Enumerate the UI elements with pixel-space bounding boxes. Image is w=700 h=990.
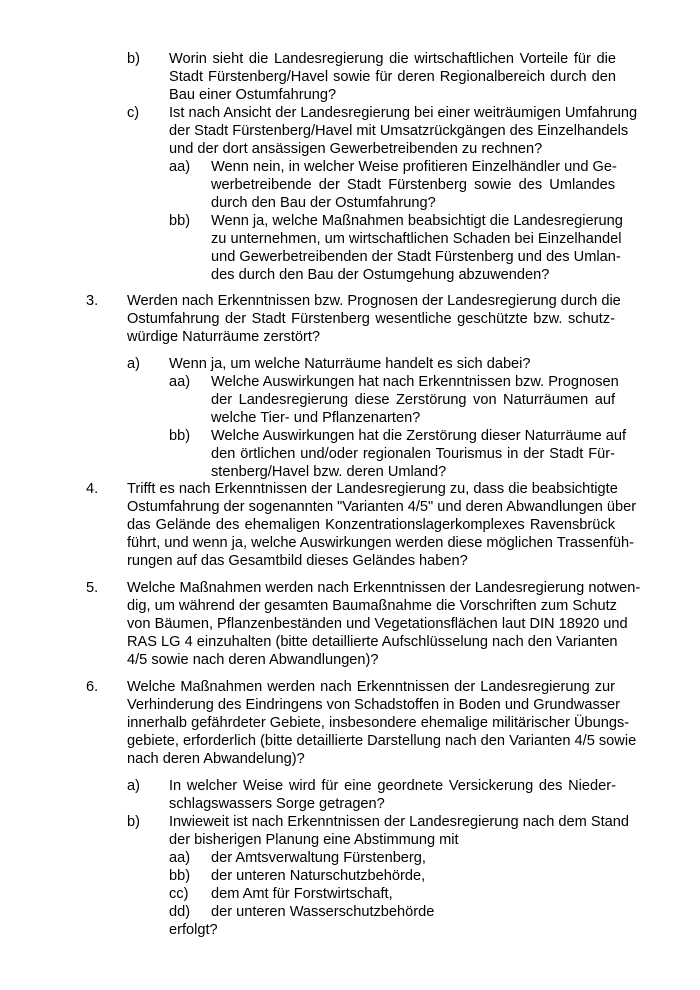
- text-line: würdige Naturräume zerstört?: [127, 329, 321, 345]
- text-line: Wenn nein, in welcher Weise profitieren Einzelhändler und Ge-: [211, 159, 617, 175]
- text-line: des durch den Bau der Ostumgehung abzuwenden?: [211, 267, 550, 283]
- text-line: gebiete, erforderlich (bitte detaillierte Darstellung nach den Varianten 4/5 sowie: [127, 733, 637, 749]
- item-label: c): [127, 105, 140, 121]
- text-line: und der dort ansässigen Gewerbetreibenden zu rechnen?: [169, 141, 543, 157]
- text-line: der unteren Naturschutzbehörde,: [211, 868, 426, 884]
- text-line: der bisherigen Planung eine Abstimmung mit: [169, 832, 459, 848]
- sub-item-label: dd): [169, 904, 191, 920]
- text-line: nach deren Abwandelung)?: [127, 751, 305, 767]
- sub-item-label: cc): [169, 886, 189, 902]
- text-line: zu unternehmen, um wirtschaftlichen Schaden bei Einzelhandel: [211, 231, 622, 247]
- sub-item-label: bb): [169, 213, 191, 229]
- text-line: rungen auf das Gesamtbild dieses Geländes haben?: [127, 553, 468, 569]
- sub-item-label: aa): [169, 159, 191, 175]
- sub-item-label: bb): [169, 868, 191, 884]
- text-line: Trifft es nach Erkenntnissen der Landesregierung zu, dass die beabsichtigte: [127, 481, 618, 497]
- text-line: schlagswassers Sorge getragen?: [169, 796, 385, 812]
- question-number: 6.: [86, 679, 99, 695]
- text-line: durch den Bau der Ostumfahrung?: [211, 195, 436, 211]
- text-line: Ist nach Ansicht der Landesregierung bei einer weiträumigen Umfahrung: [169, 105, 638, 121]
- text-line: Inwieweit ist nach Erkenntnissen der Landesregierung nach dem Stand: [169, 814, 629, 830]
- text-line: erfolgt?: [169, 922, 218, 938]
- item-label: a): [127, 356, 140, 372]
- text-line: dig, um während der gesamten Baumaßnahme die Vorschriften zum Schutz: [127, 598, 617, 614]
- text-line: Werden nach Erkenntnissen bzw. Prognosen der Landesregierung durch die: [127, 293, 621, 309]
- text-line: Stadt Fürstenberg/Havel sowie für deren Regionalbereich durch den: [169, 69, 616, 85]
- item-label: a): [127, 778, 140, 794]
- text-line: Wenn ja, um welche Naturräume handelt es sich dabei?: [169, 356, 531, 372]
- text-line: der Amtsverwaltung Fürstenberg,: [211, 850, 426, 866]
- sub-item-label: aa): [169, 374, 191, 390]
- text-line: das Gelände des ehemaligen Konzentrationslagerkomplexes Ravensbrück: [127, 517, 615, 533]
- text-line: Ostumfahrung der Stadt Fürstenberg wesentliche geschützte bzw. schutz-: [127, 311, 615, 327]
- text-line: werbetreibende der Stadt Fürstenberg sowie des Umlandes: [211, 177, 615, 193]
- text-line: der Landesregierung diese Zerstörung von Naturräumen auf: [211, 392, 615, 408]
- text-line: Welche Maßnahmen werden nach Erkenntnissen der Landesregierung zur: [127, 679, 615, 695]
- item-label: b): [127, 51, 140, 67]
- text-line: Welche Auswirkungen hat die Zerstörung dieser Naturräume auf: [211, 428, 627, 444]
- text-line: Welche Maßnahmen werden nach Erkenntnissen der Landesregierung notwen-: [127, 580, 641, 596]
- text-line: stenberg/Havel bzw. deren Umland?: [211, 464, 447, 480]
- text-line: Verhinderung des Eindringens von Schadstoffen in Boden und Grundwasser: [127, 697, 621, 713]
- text-line: Welche Auswirkungen hat nach Erkenntnissen bzw. Prognosen: [211, 374, 619, 390]
- text-line: Ostumfahrung der sogenannten "Varianten 4/5" und deren Abwandlungen über: [127, 499, 637, 515]
- text-line: von Bäumen, Pflanzenbeständen und Vegetationsflächen laut DIN 18920 und: [127, 616, 628, 632]
- sub-item-label: bb): [169, 428, 191, 444]
- sub-item-label: aa): [169, 850, 191, 866]
- text-line: der Stadt Fürstenberg/Havel mit Umsatzrückgängen des Einzelhandels: [169, 123, 629, 139]
- question-number: 4.: [86, 481, 99, 497]
- text-line: führt, und wenn ja, welche Auswirkungen werden diese möglichen Trassenfüh-: [127, 535, 635, 551]
- text-line: 4/5 sowie nach deren Abwandlungen)?: [127, 652, 379, 668]
- text-line: den örtlichen und/oder regionalen Tourismus in der Stadt Für-: [211, 446, 615, 462]
- text-line: Worin sieht die Landesregierung die wirtschaftlichen Vorteile für die: [169, 51, 616, 67]
- question-number: 3.: [86, 293, 99, 309]
- text-line: RAS LG 4 einzuhalten (bitte detaillierte Aufschlüsselung nach den Varianten: [127, 634, 618, 650]
- item-label: b): [127, 814, 140, 830]
- text-line: Wenn ja, welche Maßnahmen beabsichtigt die Landesregierung: [211, 213, 623, 229]
- question-number: 5.: [86, 580, 99, 596]
- text-line: dem Amt für Forstwirtschaft,: [211, 886, 393, 902]
- text-line: der unteren Wasserschutzbehörde: [211, 904, 435, 920]
- text-line: welche Tier- und Pflanzenarten?: [211, 410, 421, 426]
- text-line: Bau einer Ostumfahrung?: [169, 87, 337, 103]
- text-line: innerhalb gefährdeter Gebiete, insbesondere ehemalige militärischer Übungs-: [127, 715, 630, 731]
- text-line: und Gewerbetreibenden der Stadt Fürstenberg und des Umlan-: [211, 249, 621, 265]
- text-line: In welcher Weise wird für eine geordnete Versickerung des Nieder-: [169, 778, 616, 794]
